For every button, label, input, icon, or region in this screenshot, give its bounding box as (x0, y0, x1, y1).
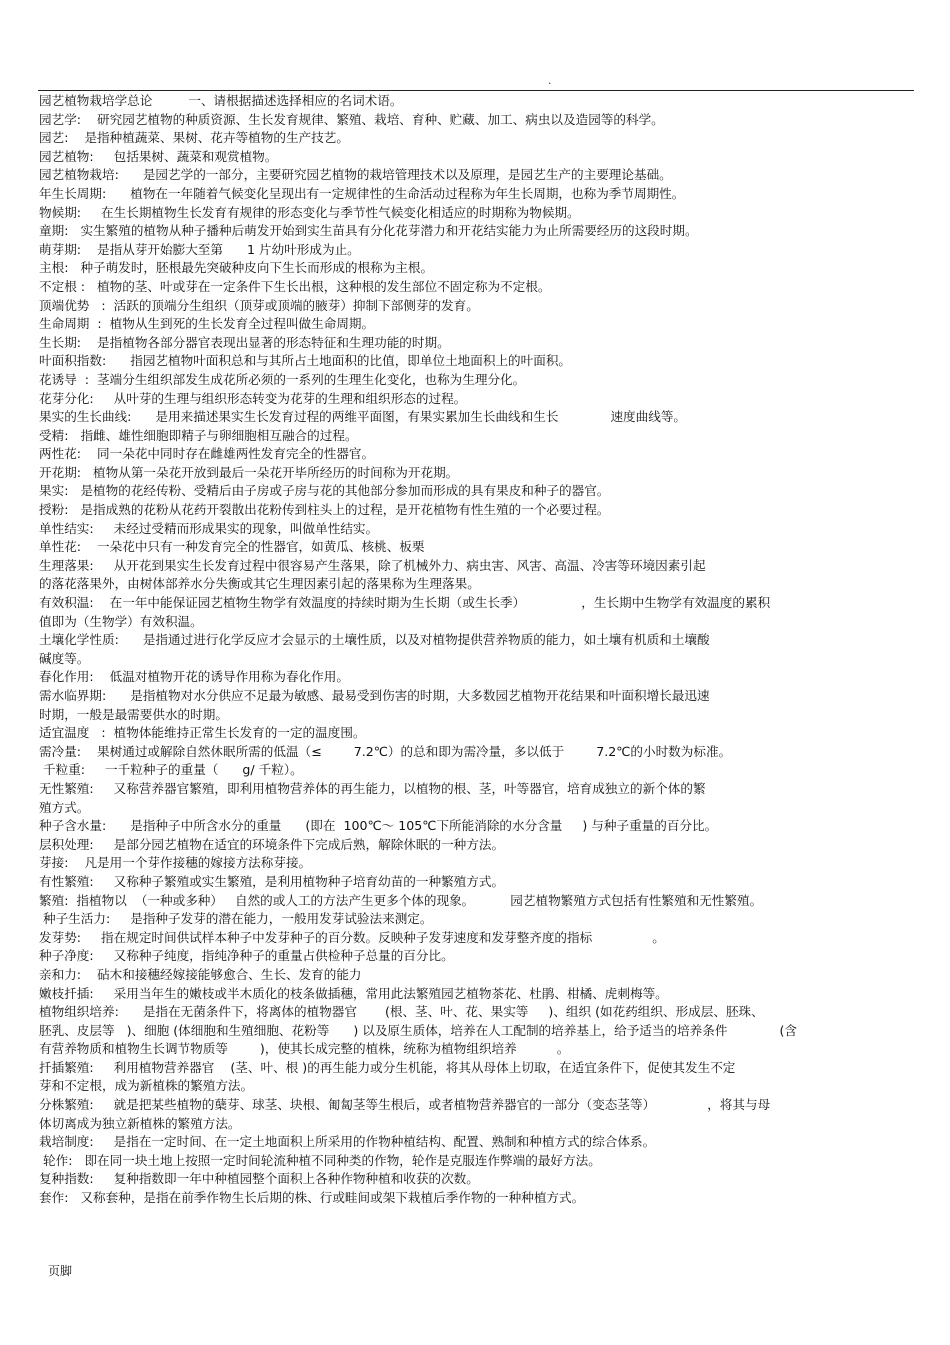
text-line: 受精: 指雌、雄性细胞即精子与卵细胞相互融合的过程。 (39, 427, 358, 443)
text-line: 的落花落果外，由树体部养水分失衡或其它生理因素引起的落果称为生理落果。 (39, 576, 480, 592)
text-line: 授粉: 是指成熟的花粉从花药开裂散出花粉传到柱头上的过程，是开花植物有性生殖的一个必要过程。 (39, 502, 610, 518)
text-line: 胚乳、皮层等 )、细胞 (体细胞和生殖细胞、花粉等 ) 以及原生质体，培养在人工配制的培养基上，给予适当的培养条件 (含 (39, 1022, 798, 1038)
text-line: 不定根 : 植物的茎、叶或芽在一定条件下生长出根，这种根的发生部位不固定称为不定根。 (39, 278, 551, 294)
text-line: 层积处理: 是部分园艺植物在适宜的环境条件下完成后熟，解除休眠的一种方法。 (39, 836, 505, 852)
text-line: 体切离成为独立新植株的繁殖方法。 (39, 1115, 241, 1131)
text-line: 无性繁殖: 又称营养器官繁殖，即利用植物营养体的再生能力，以植物的根、茎，叶等器官，培育成独立的新个体的繁 (39, 780, 706, 796)
text-line: 值即为（生物学）有效积温。 (39, 613, 203, 629)
text-line: 发芽势: 指在规定时间供试样本种子中发芽种子的百分数。反映种子发芽速度和发芽整齐度的指标 。 (39, 929, 665, 945)
text-line: 生理落果: 从开花到果实生长发育过程中很容易产生落果，除了机械外力、病虫害、风害、高温、冷害等环境因素引起 (39, 557, 706, 573)
text-line: 套作: 又称套种，是指在前季作物生长后期的株、行或畦间或架下栽植后季作物的一种种植方式。 (39, 1190, 585, 1206)
text-line: 分株繁殖: 就是把某些植物的蘖芽、球茎、块根、匍匐茎等生根后，或者植物营养器官的一部分（变态茎等） ，将其与母 (39, 1097, 771, 1113)
text-line: 亲和力: 砧木和接穗经嫁接能够愈合、生长、发育的能力 (39, 966, 362, 982)
text-line: 年生长周期: 植物在一年随着气候变化呈现出有一定规律性的生命活动过程称为年生长周期，也称为季节周期性。 (39, 185, 685, 201)
text-line: 种子净度: 又称种子纯度，指纯净种子的重量占供检种子总量的百分比。 (39, 948, 454, 964)
text-line: 花芽分化: 从叶芽的生理与组织形态转变为花芽的生理和组织形态的过程。 (39, 390, 467, 406)
text-line: 千粒重: 一千粒种子的重量（ g/ 千粒）。 (39, 762, 303, 778)
text-line: 开花期: 植物从第一朵花开放到最后一朵花开毕所经历的时间称为开花期。 (39, 464, 459, 480)
text-line: 需水临界期: 是指植物对水分供应不足最为敏感、最易受到伤害的时期，大多数园艺植物开花结果和叶面积增长最迅速 (39, 688, 710, 703)
text-line: 栽培制度: 是指在一定时间、在一定土地面积上所采用的作物种植结构、配置、熟制和种植方式的综合体系。 (39, 1134, 656, 1150)
text-line: 园艺植物: 包括果树、蔬菜和观赏植物。 (39, 148, 278, 164)
text-line: 顶端优势 : 活跃的顶端分生组织（顶芽或顶端的腋芽）抑制下部侧芽的发育。 (39, 297, 479, 313)
text-line: 春化作用: 低温对植物开花的诱导作用称为春化作用。 (39, 669, 349, 685)
text-line: 嫩枝扦插: 采用当年生的嫩枝或半木质化的枝条做插穗，常用此法繁殖园艺植物茶花、杜鹃、柑橘、虎刺梅等。 (39, 985, 668, 1001)
text-line: 土壤化学性质: 是指通过进行化学反应才会显示的土壤性质，以及对植物提供营养物质的能力，如土壤有机质和土壤酸 (39, 632, 710, 648)
text-line: 主根: 种子萌发时，胚根最先突破种皮向下生长而形成的根称为主根。 (39, 260, 434, 276)
text-line: 殖方式。 (39, 799, 90, 815)
text-line: 单性结实: 未经过受精而形成果实的现象，叫做单性结实。 (39, 520, 379, 536)
text-line: 园艺植物栽培学总论 一、请根据描述选择相应的名词术语。 (39, 93, 403, 108)
text-line: 时期，一般是最需要供水的时期。 (39, 706, 228, 722)
text-line: 童期: 实生繁殖的植物从种子播种后萌发开始到实生苗具有分化花芽潜力和开花结实能力为止所需要经历的这段时期。 (39, 223, 698, 239)
text-line: 园艺植物栽培: 是园艺学的一部分，主要研究园艺植物的栽培管理技术以及原理，是园艺生产的主要理论基础。 (39, 167, 672, 183)
page-footer: 页脚 (48, 1264, 73, 1278)
text-line: 芽接: 凡是用一个芽作接穗的嫁接方法称芽接。 (39, 855, 312, 871)
text-line: 繁殖: 指植物以 （一种或多种） 自然的或人工的方法产生更多个体的现象。 园艺植物繁殖方式包括有性繁殖和无性繁殖。 (39, 892, 763, 908)
text-line: 碱度等。 (39, 650, 90, 666)
text-line: 适宜温度 : 植物体能维持正常生长发育的一定的温度围。 (39, 725, 366, 741)
text-line: 两性花: 同一朵花中同时存在雌雄两性发育完全的性器官。 (39, 446, 375, 462)
header-divider (38, 90, 914, 91)
text-line: 物候期: 在生长期植物生长发育有规律的形态变化与季节性气候变化相适应的时期称为物候期。 (39, 204, 580, 220)
text-line: 园艺学: 研究园艺植物的种质资源、生长发育规律、繁殖、栽培、育种、贮藏、加工、病虫以及造园等的科学。 (39, 111, 664, 127)
text-line: 园艺: 是指种植蔬菜、果树、花卉等植物的生产技艺。 (39, 130, 349, 146)
text-line: 叶面积指数: 指园艺植物叶面积总和与其所占土地面积的比值，即单位土地面积上的叶面积。 (39, 353, 572, 369)
text-line: 花诱导 : 茎端分生组织部发生成花所必须的一系列的生理生化变化，也称为生理分化。 (39, 371, 526, 387)
text-line: 生命周期 : 植物从生到死的生长发育全过程叫做生命周期。 (39, 316, 375, 332)
text-line: 芽和不定根，成为新植株的繁殖方法。 (39, 1078, 254, 1094)
text-line: 扦插繁殖: 利用植物营养器官 (茎、叶、根 )的再生能力或分生机能，将其从母体上切取，在适宜条件下，促使其发生不定 (39, 1059, 736, 1075)
text-line: 复种指数: 复种指数即一年中种植园整个面积上各种作物种植和收获的次数。 (39, 1171, 479, 1187)
text-line: 果实的生长曲线: 是用来描述果实生长发育过程的两维平面图，有果实累加生长曲线和生长 速度曲线等。 (39, 409, 687, 425)
text-line: 生长期: 是指植物各部分器官表现出显著的形态特征和生理功能的时期。 (39, 334, 450, 350)
text-line: 有效积温: 在一年中能保证园艺植物生物学有效温度的持续时期为生长期（或生长季） ，生长期中生物学有效温度的累积 (39, 595, 771, 611)
document-body (39, 92, 917, 1208)
text-line: 需冷量: 果树通过或解除自然休眠所需的低温（≤ 7.2℃）的总和即为需冷量，多以低于 7.2℃的小时数为标准。 (39, 743, 732, 759)
text-line: 轮作: 即在同一块土地上按照一定时间轮流种植不同种类的作物，轮作是克服连作弊端的最好方法。 (39, 1152, 601, 1168)
text-line: 种子生活力: 是指种子发芽的潜在能力，一般用发芽试验法来测定。 (39, 911, 433, 927)
text-line: 有性繁殖: 又称种子繁殖或实生繁殖，是利用植物种子培育幼苗的一种繁殖方式。 (39, 873, 505, 889)
text-line: 有营养物质和植物生长调节物质等 )，使其长成完整的植株，统称为植物组织培养 。 (39, 1041, 570, 1057)
text-line: 果实: 是植物的花经传粉、受精后由子房或子房与花的其他部分参加而形成的具有果皮和种子的器官。 (39, 483, 610, 499)
text-line: 单性花: 一朵花中只有一种发育完全的性器官，如黄瓜、核桃、板栗 (39, 539, 425, 555)
text-line: 种子含水量: 是指种子中所含水分的重量 (即在 100℃～ 105℃下所能消除的水分含量 ) 与种子重量的百分比。 (39, 818, 718, 834)
text-line: 萌芽期: 是指从芽开始膨大至第 1 片幼叶形成为止。 (39, 241, 360, 257)
header-mark: . (548, 74, 552, 87)
text-line: 植物组织培养: 是指在无菌条件下，将离体的植物器官 (根、茎、叶、花、果实等 )、组织 (如花药组织、形成层、胚珠、 (39, 1004, 764, 1020)
